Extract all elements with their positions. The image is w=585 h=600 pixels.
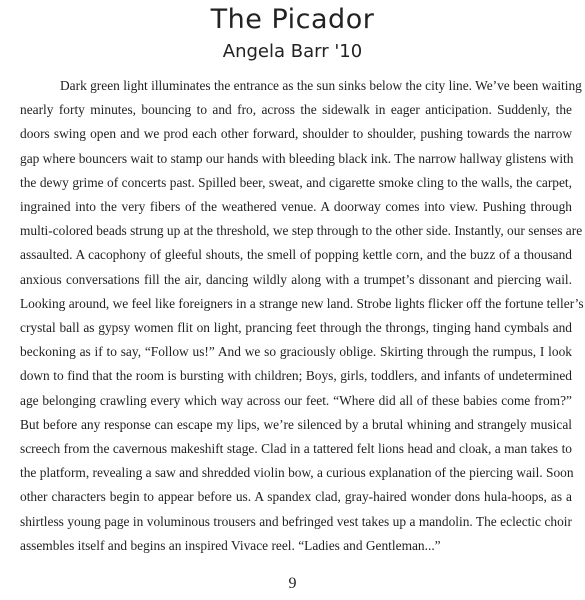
text-line: But before any response can escape my lips, we’re silenced by a brutal whining and strangely musical [20,416,572,432]
text-line: the platform, revealing a saw and shredded violin bow, a curious explanation of the piercing wail. Soon [20,465,574,481]
text-line: nearly forty minutes, bouncing to and fro, across the sidewalk in eager anticipation. Suddenly, the [20,102,572,118]
text-line: doors swing open and we prod each other forward, shoulder to shoulder, pushing towards the narrow [20,126,572,142]
text-line: Looking around, we feel like foreigners in a strange new land. Strobe lights flicker off the fortune teller’s [20,295,584,311]
text-line: screech from the cavernous makeshift stage. Clad in a tattered felt lions head and cloak, a man takes to [20,441,572,457]
body-paragraph [20,74,584,558]
page-number: 9 [288,575,297,592]
text-line: multi-colored beads strung up at the threshold, we step through to the other side. Instantly, our senses are [20,223,583,239]
text-line: assaulted. A cacophony of gleeful shouts, the smell of popping kettle corn, and the buzz of a thousand [20,247,572,263]
text-line: down to find that the room is bursting with children; Boys, girls, toddlers, and infants of undetermined [20,368,572,384]
text-line: gap where bouncers wait to stamp our hands with bleeding black ink. The narrow hallway glistens with [20,150,574,166]
text-line: the dewy grime of concerts past. Spilled beer, sweat, and cigarette smoke cling to the walls, the carpet, [20,174,572,190]
text-line: shirtless young page in voluminous trousers and befringed vest takes up a mandolin. The eclectic choir [20,513,572,529]
text-line: Dark green light illuminates the entrance as the sun sinks below the city line. We’ve been waiting [60,78,582,93]
author-byline: Angela Barr '10 [222,41,363,62]
text-line: other characters begin to appear before us. A spandex clad, gray-haired wonder dons hula-hoops, as a [20,489,572,505]
text-line: beckoning as if to say, “Follow us!” And we so graciously oblige. Skirting through the rumpus, I look [20,344,572,360]
document-title: The Picador [210,4,375,35]
text-line: assembles itself and begins an inspired Vivace reel. “Ladies and Gentleman...” [20,537,441,553]
text-line: crystal ball as gypsy women flit on light, prancing feet through the throngs, tinging hand cymbals and [20,320,572,336]
text-line: age belonging crawling every which way across our feet. “Where did all of these babies come from?” [20,392,572,408]
text-line: anxious conversations fill the air, dancing wildly along with a trumpet’s dissonant and piercing wail. [20,271,572,287]
text-line: ingrained into the very fibers of the weathered venue. A doorway comes into view. Pushing through [20,199,572,215]
